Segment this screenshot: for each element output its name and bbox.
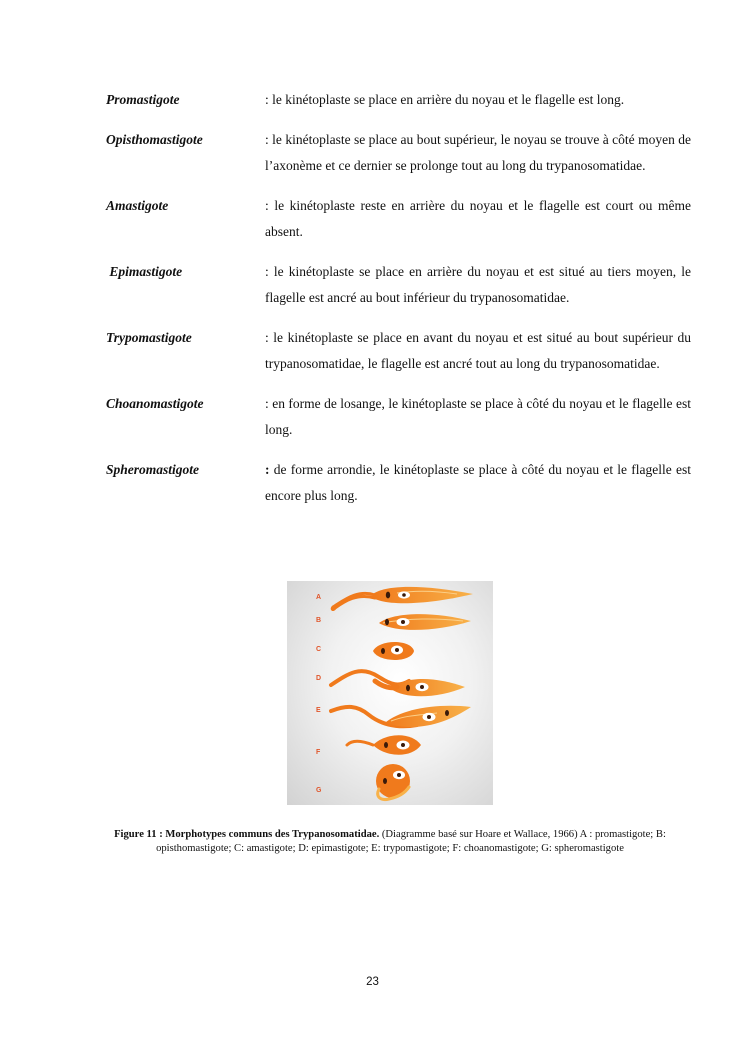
amastigote-cell bbox=[373, 642, 414, 660]
definition-text: : le kinétoplaste se place au bout supérieur, le noyau se trouve à côté moyen de l’axonème et ce dernier se prolonge tout au long du trypanosomatidae. bbox=[265, 131, 691, 173]
definition-text bbox=[265, 457, 691, 510]
definition-row bbox=[106, 457, 691, 510]
definition-text: : le kinétoplaste se place en arrière du noyau et est situé au tiers moyen, le flagelle est ancré au bout inférieur du trypanosomatidae. bbox=[265, 263, 691, 305]
label-g: G bbox=[316, 787, 322, 794]
label-a: A bbox=[316, 594, 322, 601]
opisthomastigote-cell bbox=[379, 614, 471, 630]
definition-term: Spheromastigote bbox=[106, 461, 200, 477]
definition-text: : le kinétoplaste se place en arrière du noyau et le flagelle est long. bbox=[265, 92, 625, 107]
definition-term: Epimastigote bbox=[106, 263, 183, 279]
caption-title: Morphotypes communs des Trypanosomatidae. bbox=[162, 829, 380, 840]
label-d: D bbox=[316, 675, 322, 682]
promastigote-cell bbox=[332, 587, 473, 610]
definition-row bbox=[106, 391, 691, 444]
spheromastigote-cell bbox=[376, 764, 410, 800]
epimastigote-cell bbox=[331, 671, 465, 696]
caption-text: (Diagramme basé sur Hoare et Wallace, 1966) A : promastigote; B: opisthomastigote; C: amastigote; D: epimastigote; E: trypomastigote; F: choanomastigote; G: spheromastigote bbox=[156, 829, 666, 854]
definition-text: : le kinétoplaste se place en avant du noyau et est situé au bout supérieur du trypanosomatidae, le flagelle est ancré tout au long du trypanosomatidae. bbox=[265, 329, 691, 371]
morphotypes-figure bbox=[287, 581, 493, 805]
caption-label: Figure 11 : bbox=[114, 829, 163, 840]
definition-term: Opisthomastigote bbox=[106, 131, 203, 147]
definition-body: de forme arrondie, le kinétoplaste se place à côté du noyau et le flagelle est encore plus long. bbox=[265, 461, 691, 503]
definitions-list bbox=[106, 87, 691, 523]
choanomastigote-cell bbox=[347, 735, 421, 755]
label-e: E bbox=[316, 707, 321, 714]
definition-term: Amastigote bbox=[106, 197, 169, 213]
label-f: F bbox=[316, 749, 321, 756]
trypomastigote-cell bbox=[331, 706, 471, 727]
label-c: C bbox=[316, 646, 322, 653]
figure-caption bbox=[100, 828, 680, 855]
definition-row bbox=[106, 193, 691, 246]
definition-text: : en forme de losange, le kinétoplaste se place à côté du noyau et le flagelle est long. bbox=[265, 395, 691, 437]
page-number: 23 bbox=[366, 976, 379, 988]
definition-term: Promastigote bbox=[106, 92, 180, 107]
label-b: B bbox=[316, 617, 322, 624]
definition-row bbox=[106, 325, 691, 378]
definition-term: Choanomastigote bbox=[106, 395, 204, 411]
definition-colon: : bbox=[265, 461, 270, 477]
morphotypes-diagram bbox=[287, 581, 493, 805]
definition-row bbox=[106, 259, 691, 312]
definition-row bbox=[106, 127, 691, 180]
definition-text: : le kinétoplaste reste en arrière du noyau et le flagelle est court ou même absent. bbox=[265, 197, 691, 239]
definition-row bbox=[106, 87, 691, 114]
definition-term: Trypomastigote bbox=[106, 329, 192, 345]
